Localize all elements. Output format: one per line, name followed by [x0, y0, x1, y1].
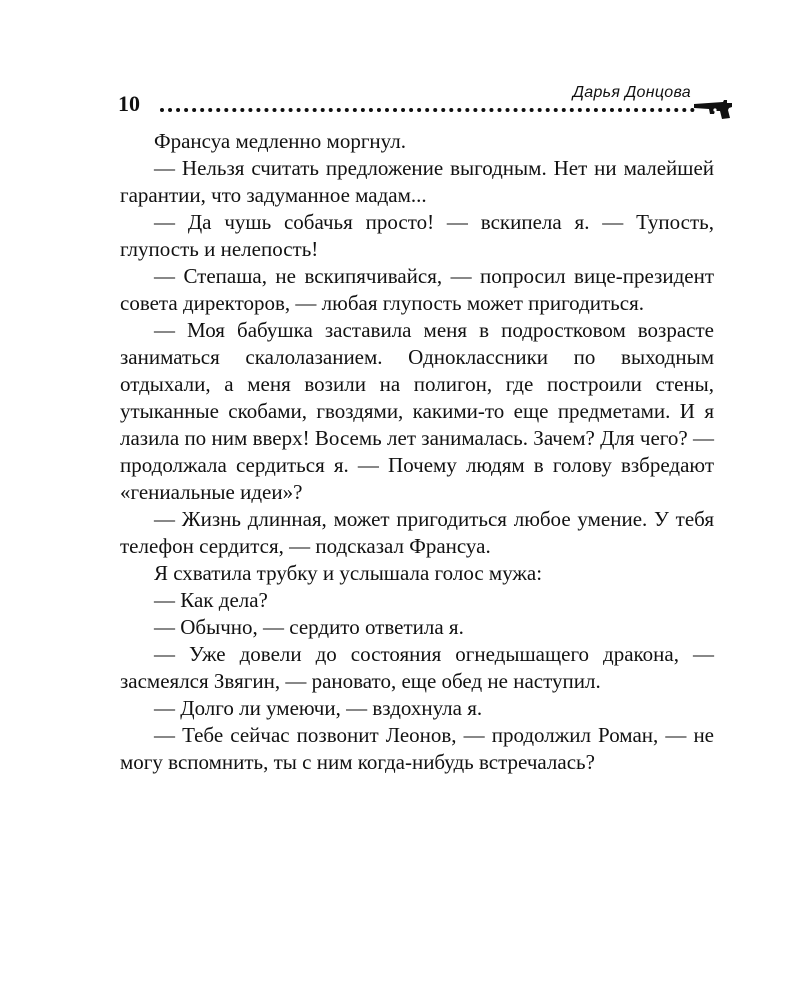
author-name: Дарья Донцова	[572, 84, 691, 101]
body-text	[120, 128, 714, 776]
paragraph: — Степаша, не вскипячивайся, — попросил вице-президент совета директоров, — любая глупость может пригодиться.	[120, 264, 714, 315]
paragraph: — Жизнь длинная, может пригодиться любое умение. У тебя телефон сердится, — подсказал Франсуа.	[120, 507, 714, 558]
paragraph: — Уже довели до состояния огнедышащего дракона, — засмеялся Звягин, — рановато, еще обед не наступил.	[120, 642, 714, 693]
page-number: 10	[118, 91, 140, 116]
paragraph: Франсуа медленно моргнул.	[154, 129, 406, 153]
paragraph: — Тебе сейчас позвонит Леонов, — продолжил Роман, — не могу вспомнить, ты с ним когда-нибудь встречалась?	[120, 723, 714, 774]
paragraph: Я схватила трубку и услышала голос мужа:	[154, 561, 543, 585]
paragraph: — Долго ли умеючи, — вздохнула я.	[154, 696, 483, 720]
paragraph: — Да чушь собачья просто! — вскипела я. — Тупость, глупость и нелепость!	[120, 210, 714, 261]
dotted-rule	[160, 108, 695, 112]
paragraph: — Нельзя считать предложение выгодным. Нет ни малейшей гарантии, что задуманное мадам...	[120, 156, 714, 207]
running-header	[118, 80, 733, 124]
paragraph: — Моя бабушка заставила меня в подростковом возрасте заниматься скалолазанием. Одноклассники по выходным отдыхали, а меня возили на полигон, где построили стены, утыканные скобами, гвоздями, какими-то еще предметами. И я лазила по ним вверх! Восемь лет занималась. Зачем? Для чего? — продолжала сердиться я. — Почему людям в голову взбредают «гениальные идеи»?	[120, 318, 714, 504]
pistol-icon	[693, 98, 733, 120]
paragraph: — Как дела?	[154, 588, 268, 612]
paragraph: — Обычно, — сердито ответила я.	[154, 615, 464, 639]
